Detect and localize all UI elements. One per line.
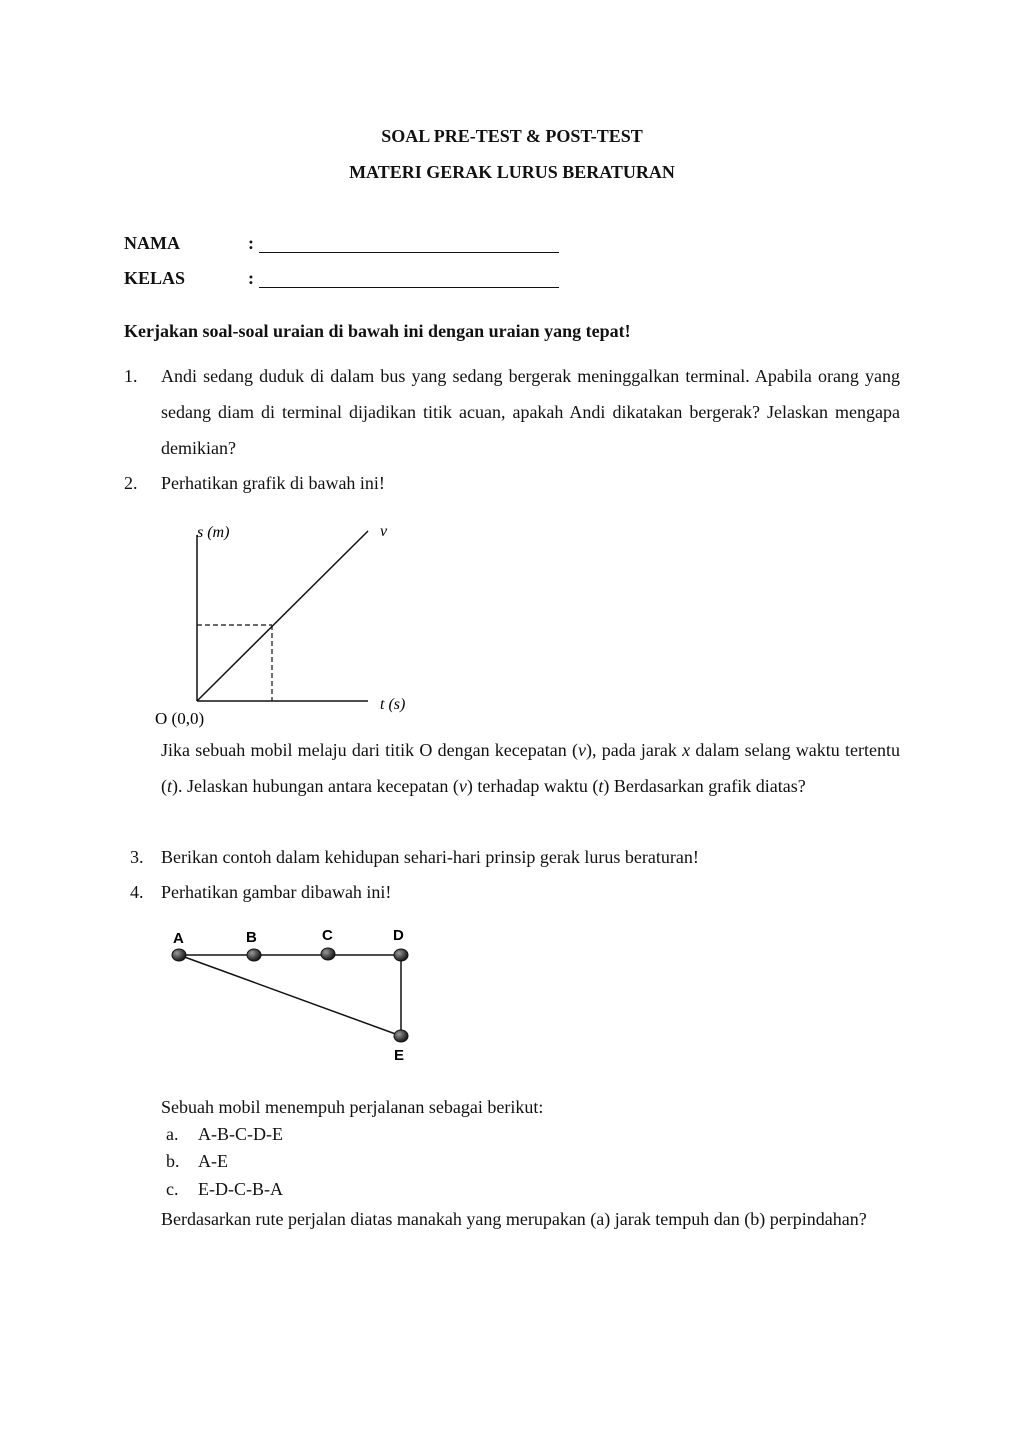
velocity-symbol: v: [458, 776, 467, 796]
paragraph-part: ), pada jarak: [585, 740, 683, 760]
paragraph-part: ) Berdasarkan grafik diatas?: [603, 776, 806, 796]
option-a-key: a.: [166, 1124, 179, 1144]
kelas-colon: :: [248, 268, 254, 288]
kelas-field[interactable]: [259, 271, 559, 288]
paragraph-part: dalam selang waktu tertentu (: [161, 740, 901, 796]
question-3-text: Berikan contoh dalam kehidupan sehari-hari prinsip gerak lurus beraturan!: [161, 847, 699, 867]
kelas-label: KELAS: [124, 268, 186, 288]
point-a: [172, 949, 186, 961]
question-4-intro: Sebuah mobil menempuh perjalanan sebagai berikut:: [161, 1097, 544, 1117]
paragraph-part: ). Jelaskan hubungan antara kecepatan (: [172, 776, 459, 796]
point-b-label: B: [246, 929, 257, 946]
question-1-text: Andi sedang duduk di dalam bus yang sedang bergerak meninggalkan terminal. Apabila orang yang sedang diam di terminal dijadikan titik acuan, apakah Andi dikatakan bergerak? Jelaskan mengapa demikian?: [161, 366, 900, 458]
y-axis-label: s (m): [197, 524, 230, 541]
point-c-label: C: [322, 927, 333, 944]
nama-field[interactable]: [259, 236, 559, 253]
velocity-line: [197, 531, 368, 701]
question-2-text: Perhatikan grafik di bawah ini!: [161, 473, 385, 493]
question-4-number: 4.: [130, 882, 144, 902]
distance-time-graph: [140, 515, 440, 735]
point-c: [321, 948, 335, 960]
point-d-label: D: [393, 927, 404, 944]
x-axis-label: t (s): [380, 696, 406, 713]
point-d: [394, 949, 408, 961]
option-c-key: c.: [166, 1179, 179, 1199]
distance-symbol: x: [682, 740, 691, 760]
route-diagram: [150, 915, 430, 1075]
question-4-closing: Berdasarkan rute perjalan diatas manakah yang merupakan (a) jarak tempuh dan (b) perpindahan?: [161, 1209, 867, 1229]
question-3-number: 3.: [130, 847, 144, 867]
option-c-route: E-D-C-B-A: [198, 1179, 283, 1199]
point-e: [394, 1030, 408, 1042]
origin-label: O (0,0): [155, 709, 205, 728]
time-symbol: t: [167, 776, 173, 796]
paragraph-part: ) terhadap waktu (: [466, 776, 599, 796]
line-label: v: [380, 523, 388, 540]
question-2-number: 2.: [124, 473, 138, 493]
question-4-text: Perhatikan gambar dibawah ini!: [161, 882, 392, 902]
time-symbol: t: [598, 776, 604, 796]
option-b-key: b.: [166, 1151, 180, 1171]
document-title: SOAL PRE-TEST & POST-TEST: [381, 126, 643, 146]
option-a-route: A-B-C-D-E: [198, 1124, 283, 1144]
point-e-label: E: [394, 1047, 405, 1064]
instruction-text: Kerjakan soal-soal uraian di bawah ini dengan uraian yang tepat!: [124, 321, 631, 341]
document-subtitle: MATERI GERAK LURUS BERATURAN: [349, 162, 675, 182]
nama-colon: :: [248, 233, 254, 253]
velocity-symbol: v: [577, 740, 586, 760]
question-2-paragraph: [161, 732, 900, 804]
nama-label: NAMA: [124, 233, 180, 253]
question-1-number: 1.: [124, 366, 138, 386]
option-b-route: A-E: [198, 1151, 228, 1171]
point-b: [247, 949, 261, 961]
route-line-a-e: [179, 955, 401, 1036]
paragraph-part: Jika sebuah mobil melaju dari titik O dengan kecepatan (: [161, 740, 578, 760]
point-a-label: A: [173, 930, 184, 947]
